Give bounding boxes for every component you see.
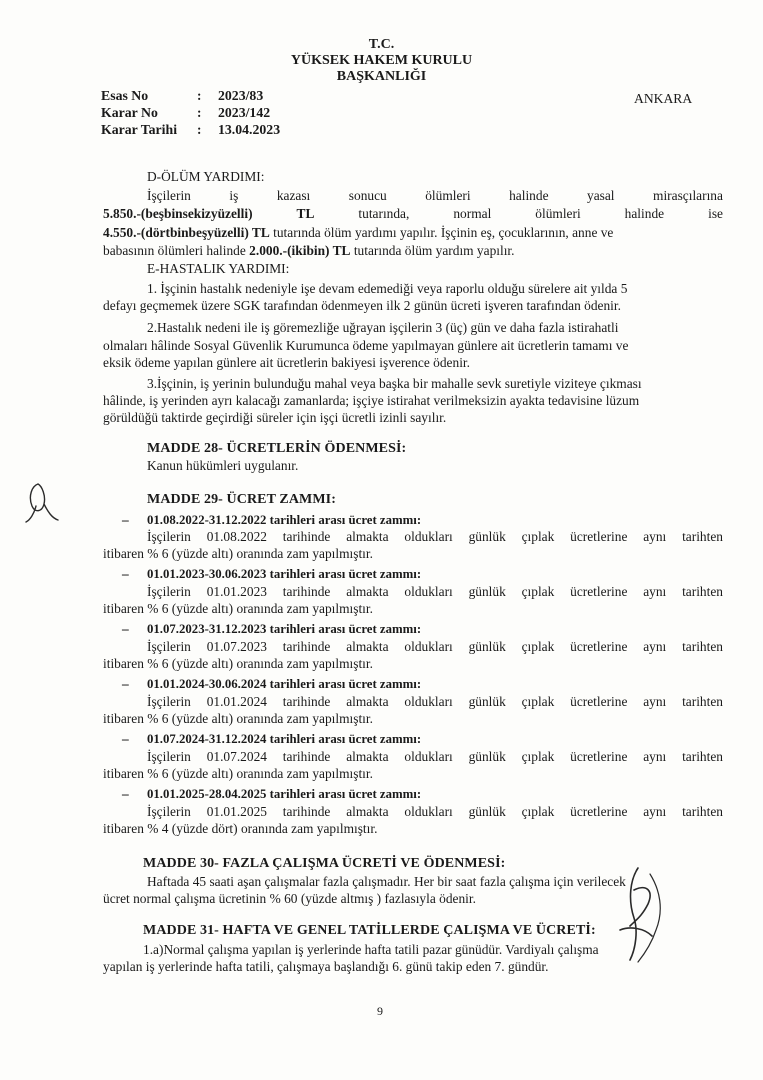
dash-bullet: – — [122, 731, 129, 746]
madde-30-title: MADDE 30- FAZLA ÇALIŞMA ÜCRETİ VE ÖDENMESİ: — [143, 856, 506, 871]
text: tutarında ölüm yardım yapılır. — [350, 243, 515, 258]
word: sonucu — [348, 188, 387, 203]
city: ANKARA — [634, 91, 693, 106]
item-line-2: itibaren % 6 (yüzde altı) oranında zam yapılmıştır. — [103, 766, 373, 781]
dash-bullet: – — [122, 786, 129, 801]
hastalik-heading: E-HASTALIK YARDIMI: — [147, 261, 290, 276]
madde-31-line-2: yapılan iş yerlerinde hafta tatili, çalışmaya başlandığı 6. günü takip eden 7. gündür. — [103, 959, 549, 974]
hastalik-p2-l1: 2.Hastalık nedeni ile iş göremezliğe uğrayan işçilerin 3 (üç) gün ve daha fazla istirahatli — [147, 320, 619, 335]
item-heading: 01.01.2023-30.06.2023 tarihleri arası ücret zammı: — [147, 567, 422, 581]
amount-bold: 5.850.-(beşbinsekizyüzelli) — [103, 206, 253, 221]
word: İşçilerin — [147, 188, 191, 203]
hastalik-p1-l1: 1. İşçinin hastalık nedeniyle işe devam edemediği veya raporlu olduğu sürelere ait yılda 5 — [147, 281, 628, 296]
hastalik-p3-l2: hâlinde, iş yerinden ayrı kalacağı zamanlarda; işçiye istirahat verilmeksizin ayakta tedavisine lüzum — [103, 393, 640, 408]
item-heading: 01.08.2022-31.12.2022 tarihleri arası ücret zammı: — [147, 513, 422, 527]
word: halinde — [509, 188, 549, 203]
item-line-1: İşçilerin 01.07.2023 tarihinde almakta oldukları günlük çıplak ücretlerine aynı tarihten — [147, 639, 723, 654]
hastalik-p3-l3: görüldüğü taktirde geçirdiği süreler için işçi ücretli izinli sayılır. — [103, 410, 447, 425]
item-line-1: İşçilerin 01.01.2024 tarihinde almakta oldukları günlük çıplak ücretlerine aynı tarihten — [147, 694, 723, 709]
madde-28-text: Kanun hükümleri uygulanır. — [147, 458, 299, 473]
text: babasının ölümleri halinde — [103, 243, 250, 258]
item-line-1: İşçilerin 01.01.2025 tarihinde almakta oldukları günlük çıplak ücretlerine aynı tarihten — [147, 804, 723, 819]
word: yasal — [587, 188, 615, 203]
karar-label: Karar No — [101, 105, 158, 120]
item-heading: 01.01.2024-30.06.2024 tarihleri arası ücret zammı: — [147, 677, 422, 691]
item-line-2: itibaren % 6 (yüzde altı) oranında zam yapılmıştır. — [103, 656, 373, 671]
item-line-2: itibaren % 6 (yüzde altı) oranında zam yapılmıştır. — [103, 546, 373, 561]
word: TL — [296, 206, 315, 221]
item-heading: 01.07.2024-31.12.2024 tarihleri arası ücret zammı: — [147, 732, 422, 746]
item-line-2: itibaren % 6 (yüzde altı) oranında zam yapılmıştır. — [103, 601, 373, 616]
word: kazası — [276, 188, 311, 203]
amount-bold: 4.550.-(dörtbinbeşyüzelli) TL — [103, 225, 270, 240]
madde-31-title: MADDE 31- HAFTA VE GENEL TATİLLERDE ÇALIŞMA VE ÜCRETİ: — [143, 923, 596, 938]
olum-line-1 — [147, 188, 723, 204]
olum-heading: D-ÖLÜM YARDIMI: — [147, 169, 265, 184]
madde-30-line-2: ücret normal çalışma ücretinin % 60 (yüzde altmış ) fazlasıyla ödenir. — [103, 891, 476, 906]
page-number: 9 — [377, 1004, 383, 1018]
dash-bullet: – — [122, 512, 129, 527]
word: ise — [708, 206, 723, 221]
word: iş — [229, 188, 239, 203]
signature-icon — [590, 860, 680, 970]
hastalik-p2-l3: eksik ödeme yapılan günlere ait ücretlerin bakiyesi işverence ödenir. — [103, 355, 470, 370]
hastalik-p3-l1: 3.İşçinin, iş yerinin bulunduğu mahal veya başka bir mahalle sevk suretiyle viziteye çıkması — [147, 376, 642, 391]
item-line-2: itibaren % 6 (yüzde altı) oranında zam yapılmıştır. — [103, 711, 373, 726]
esas-label: Esas No — [101, 88, 149, 103]
esas-value: 2023/83 — [218, 88, 264, 103]
dash-bullet: – — [122, 621, 129, 636]
header-presidency: BAŞKANLIĞI — [336, 69, 427, 84]
amount-bold: 2.000.-(ikibin) TL — [249, 243, 351, 258]
word: normal — [453, 206, 492, 221]
olum-line-4 — [103, 243, 515, 259]
word: mirasçılarına — [653, 188, 723, 203]
word: halinde — [624, 206, 665, 221]
item-line-1: İşçilerin 01.08.2022 tarihinde almakta oldukları günlük çıplak ücretlerine aynı tarihten — [147, 529, 723, 544]
word: tutarında, — [358, 206, 410, 221]
hastalik-p1-l2: defayı geçmemek üzere SGK tarafından ödenmeyen ilk 2 günün ücreti işveren tarafından ödenir. — [103, 298, 621, 313]
header-tc: T.C. — [368, 37, 395, 52]
tarih-value: 13.04.2023 — [218, 122, 281, 137]
colon: : — [197, 105, 202, 120]
item-heading: 01.01.2025-28.04.2025 tarihleri arası ücret zammı: — [147, 787, 422, 801]
word: ölümleri — [535, 206, 581, 221]
item-line-1: İşçilerin 01.07.2024 tarihinde almakta oldukları günlük çıplak ücretlerine aynı tarihten — [147, 749, 723, 764]
item-line-2: itibaren % 4 (yüzde dört) oranında zam yapılmıştır. — [103, 821, 378, 836]
dash-bullet: – — [122, 566, 129, 581]
olum-line-2 — [103, 206, 723, 222]
olum-line-3 — [103, 225, 613, 241]
dash-bullet: – — [122, 676, 129, 691]
item-heading: 01.07.2023-31.12.2023 tarihleri arası ücret zammı: — [147, 622, 422, 636]
text: tutarında ölüm yardımı yapılır. İşçinin eş, çocuklarının, anne ve — [269, 225, 614, 240]
word: ölümleri — [425, 188, 471, 203]
colon: : — [197, 88, 202, 103]
colon: : — [197, 122, 202, 137]
madde-31-line-1: 1.a)Normal çalışma yapılan iş yerlerinde hafta tatili pazar günüdür. Vardiyalı çalışma — [143, 942, 599, 957]
tarih-label: Karar Tarihi — [101, 122, 178, 137]
handwritten-initial-icon — [18, 476, 64, 526]
item-line-1: İşçilerin 01.01.2023 tarihinde almakta oldukları günlük çıplak ücretlerine aynı tarihten — [147, 584, 723, 599]
madde-29-title: MADDE 29- ÜCRET ZAMMI: — [147, 492, 336, 507]
madde-30-line-1: Haftada 45 saati aşan çalışmalar fazla çalışmadır. Her bir saat fazla çalışma için verilecek — [147, 874, 626, 889]
hastalik-p2-l2: olmaları hâlinde Sosyal Güvenlik Kurumunca ödeme yapılmayan günlere ait ücretlerin tamamı ve — [103, 338, 629, 353]
karar-value: 2023/142 — [218, 105, 271, 120]
header-institution: YÜKSEK HAKEM KURULU — [290, 53, 473, 68]
madde-28-title: MADDE 28- ÜCRETLERİN ÖDENMESİ: — [147, 441, 407, 456]
